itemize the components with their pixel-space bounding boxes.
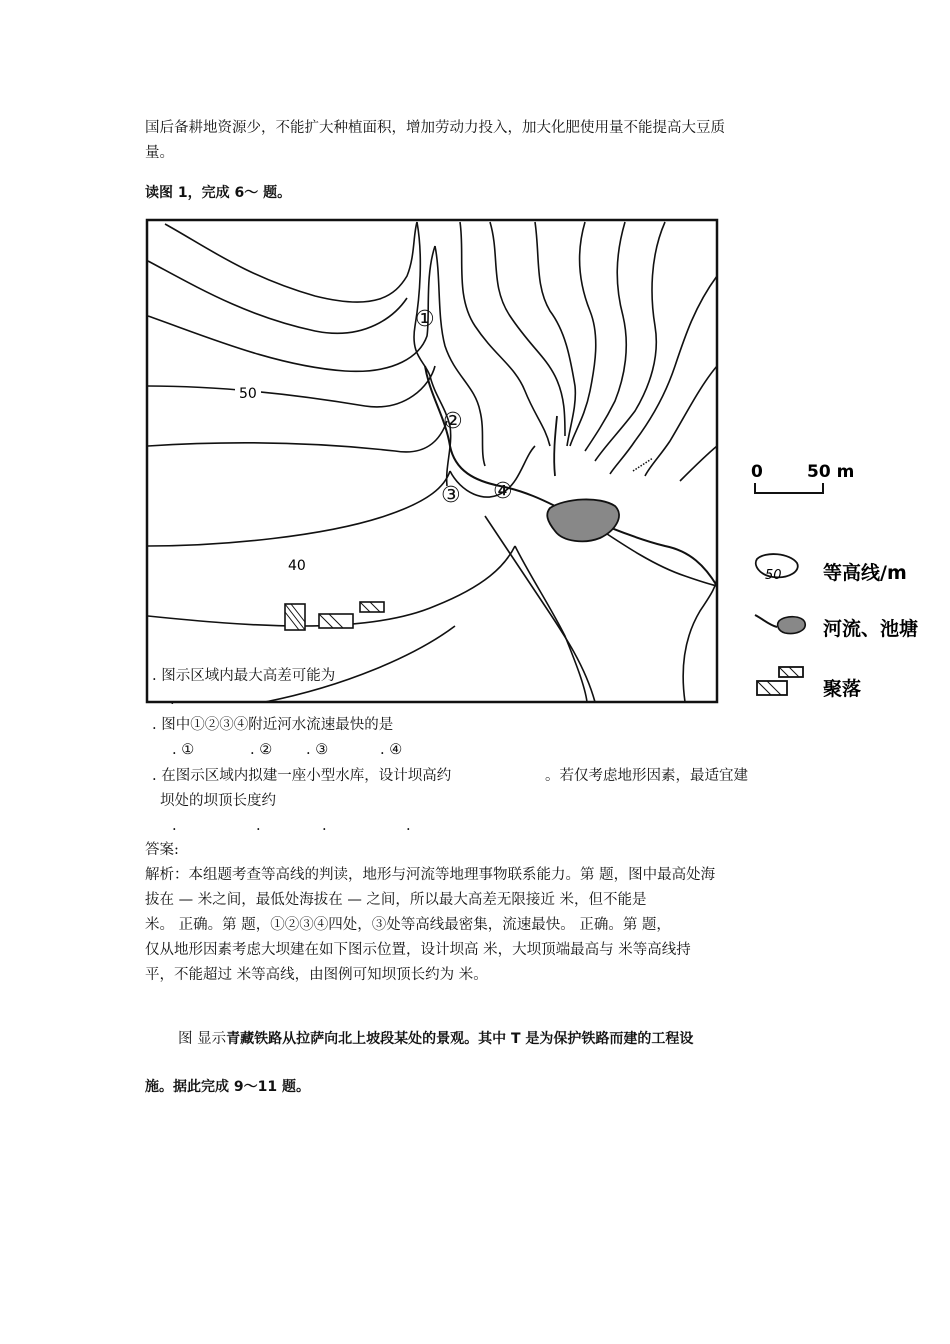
answer-label: 答案: bbox=[145, 842, 179, 858]
legend-svg bbox=[745, 455, 950, 715]
explanation-line-5: 平，不能超过 米等高线，由图例可知坝顶长约为 米。 bbox=[145, 967, 488, 983]
question-8-stem-c: 坝处的坝顶长度约 bbox=[160, 793, 276, 809]
next-passage-prefix: 图 显示 bbox=[178, 1031, 227, 1047]
question-6-stem: . 图示区域内最大高差可能为 bbox=[152, 668, 336, 684]
explanation-line-4: 仅从地形因素考虑大坝建在如下图示位置，设计坝高 米，大坝顶端最高与 米等高线持 bbox=[145, 942, 691, 958]
legend-contour-label: 等高线/m bbox=[823, 562, 907, 584]
question-8-stem-b: 。若仅考虑地形因素，最适宜建 bbox=[545, 768, 748, 784]
question-8-option-c: . bbox=[322, 818, 327, 834]
legend-river-label: 河流、池塘 bbox=[823, 618, 919, 640]
question-8-option-d: . bbox=[406, 818, 411, 834]
next-passage-line-2: 施。据此完成 9～11 题。 bbox=[145, 1079, 310, 1095]
contour-map bbox=[145, 216, 720, 706]
contour-label-50: 50 bbox=[239, 386, 257, 402]
question-8-option-a: . bbox=[172, 818, 177, 834]
scale-value: 50 m bbox=[807, 462, 855, 482]
point-1: ① bbox=[415, 307, 435, 332]
map-legend bbox=[745, 455, 950, 715]
legend-river-icon bbox=[755, 615, 777, 627]
map-frame bbox=[147, 220, 717, 702]
scale-bar bbox=[755, 483, 823, 493]
explanation-line-3: 米。 正确。第 题，①②③④四处，③处等高线最密集，流速最快。 正确。第 题， bbox=[145, 917, 671, 933]
question-7-stem: . 图中①②③④附近河水流速最快的是 bbox=[152, 717, 394, 733]
question-7-option-d: . ④ bbox=[380, 742, 403, 758]
question-7-option-a: . ① bbox=[172, 742, 195, 758]
instruction: 读图 1，完成 6～ 题。 bbox=[145, 185, 292, 201]
intro-line-2: 量。 bbox=[145, 145, 174, 161]
point-3: ③ bbox=[441, 483, 461, 508]
question-7-option-b: . ② bbox=[250, 742, 273, 758]
legend-settlement-label: 聚落 bbox=[823, 678, 862, 700]
point-4: ④ bbox=[493, 479, 513, 504]
contour-label-40: 40 bbox=[288, 558, 306, 574]
intro-line-1: 国后备耕地资源少，不能扩大种植面积，增加劳动力投入，加大化肥使用量不能提高大豆质 bbox=[145, 120, 725, 136]
question-7-option-c: . ③ bbox=[306, 742, 329, 758]
explanation-line-1: 解析：本组题考查等高线的判读，地形与河流等地理事物联系能力。第 题，图中最高处海 bbox=[145, 867, 716, 883]
legend-pond-icon bbox=[778, 617, 806, 634]
question-8-stem-a: . 在图示区域内拟建一座小型水库，设计坝高约 bbox=[152, 768, 452, 784]
contour-map-svg bbox=[145, 216, 720, 706]
legend-settlement-icon bbox=[757, 681, 787, 695]
next-passage-line-1 bbox=[178, 1029, 693, 1049]
scale-zero: 0 bbox=[751, 462, 763, 482]
next-passage-bold: 青藏铁路从拉萨向北上坡段某处的景观。其中 T 是为保护铁路而建的工程设 bbox=[226, 1031, 694, 1047]
explanation-line-2: 拔在 — 米之间，最低处海拔在 — 之间，所以最大高差无限接近 米，但不能是 bbox=[145, 892, 647, 908]
point-2: ② bbox=[443, 409, 463, 434]
legend-contour-sample: 50 bbox=[765, 568, 782, 583]
question-6-options: . bbox=[170, 692, 175, 708]
question-8-option-b: . bbox=[256, 818, 261, 834]
